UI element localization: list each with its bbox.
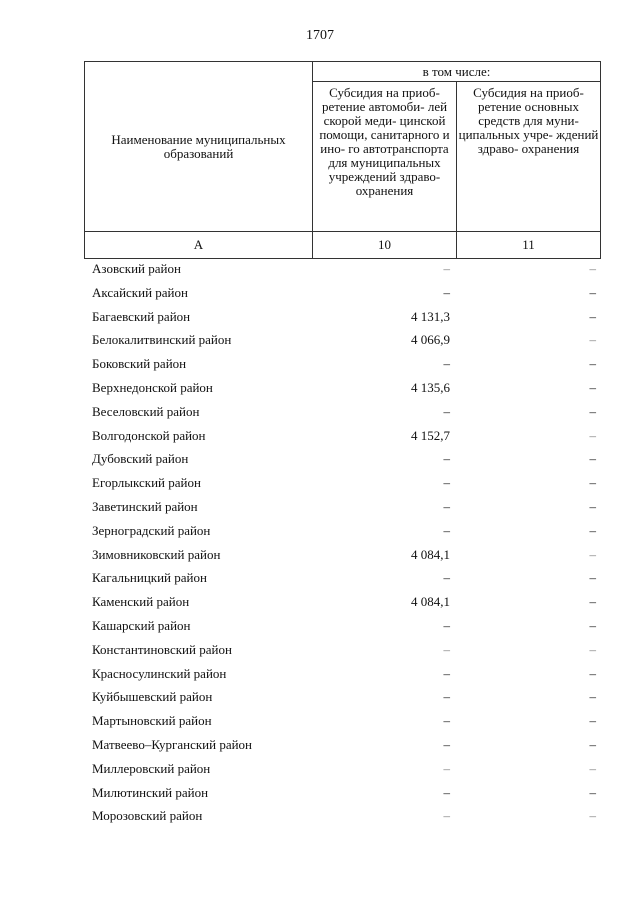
row-name: Багаевский район <box>92 308 191 324</box>
row-value-10: – <box>443 570 450 586</box>
row-value-10: – <box>443 475 450 491</box>
table-row <box>84 400 600 424</box>
table-row <box>84 566 600 590</box>
page-number: 1707 <box>306 28 334 43</box>
table-row <box>84 662 600 686</box>
header-group-label: в том числе: <box>313 62 601 82</box>
table-row <box>84 519 600 543</box>
row-name: Матвеево–Курганский район <box>92 736 253 752</box>
table-header <box>84 61 601 259</box>
table-row <box>84 376 600 400</box>
row-name: Веселовский район <box>92 403 200 419</box>
row-value-11: – <box>589 808 596 824</box>
table-row <box>84 590 600 614</box>
table-row <box>84 804 600 828</box>
row-value-11: – <box>589 379 596 395</box>
row-value-10: – <box>443 736 450 752</box>
row-name: Егорлыкский район <box>92 475 201 491</box>
row-value-11: – <box>589 641 596 657</box>
row-value-11: – <box>589 713 596 729</box>
row-value-11: – <box>589 784 596 800</box>
table-row <box>84 352 600 376</box>
row-name: Дубовский район <box>92 451 189 467</box>
row-name: Миллеровский район <box>92 760 211 776</box>
header-code-10: 10 <box>313 232 457 259</box>
row-value-10: – <box>443 522 450 538</box>
table-body <box>84 257 600 828</box>
row-value-11: – <box>589 522 596 538</box>
row-name: Кагальницкий район <box>92 570 207 586</box>
row-value-10: – <box>443 403 450 419</box>
table-row <box>84 281 600 305</box>
table-row <box>84 328 600 352</box>
header-code-a: А <box>85 232 313 259</box>
header-code-11: 11 <box>457 232 601 259</box>
row-value-11: – <box>589 332 596 348</box>
row-name: Красносулинский район <box>92 665 227 681</box>
table-row <box>84 471 600 495</box>
row-value-10: 4 066,9 <box>411 332 450 348</box>
row-value-11: – <box>589 451 596 467</box>
row-name: Заветинский район <box>92 498 198 514</box>
row-name: Милютинский район <box>92 784 209 800</box>
row-value-10: – <box>443 665 450 681</box>
table-row <box>84 685 600 709</box>
row-value-10: 4 135,6 <box>411 379 450 395</box>
row-value-11: – <box>589 689 596 705</box>
row-value-10: – <box>443 713 450 729</box>
row-value-10: 4 084,1 <box>411 546 450 562</box>
row-name: Кашарский район <box>92 617 191 633</box>
row-value-10: – <box>443 451 450 467</box>
row-value-11: – <box>589 665 596 681</box>
row-name: Куйбышевский район <box>92 689 213 705</box>
row-value-11: – <box>589 736 596 752</box>
table-row <box>84 424 600 448</box>
row-value-11: – <box>589 570 596 586</box>
row-value-10: 4 152,7 <box>411 427 450 443</box>
table-row <box>84 781 600 805</box>
row-name: Аксайский район <box>92 284 188 300</box>
table-row <box>84 614 600 638</box>
header-col-11: Субсидия на приоб- ретение основных средств для муни- ципальных учре- ждений здраво- охранения <box>457 82 601 232</box>
row-name: Белокалитвинский район <box>92 332 232 348</box>
row-value-11: – <box>589 356 596 372</box>
row-name: Зимовниковский район <box>92 546 221 562</box>
row-value-11: – <box>589 403 596 419</box>
row-value-10: 4 131,3 <box>411 308 450 324</box>
row-value-10: – <box>443 784 450 800</box>
row-value-10: – <box>443 808 450 824</box>
row-name: Зерноградский район <box>92 522 211 538</box>
table-row <box>84 257 600 281</box>
row-value-11: – <box>589 427 596 443</box>
row-value-10: 4 084,1 <box>411 594 450 610</box>
table-row <box>84 709 600 733</box>
row-value-10: – <box>443 641 450 657</box>
row-value-10: – <box>443 617 450 633</box>
row-value-10: – <box>443 689 450 705</box>
header-name-column: Наименование муниципальных образований <box>85 62 313 232</box>
row-name: Мартыновский район <box>92 713 212 729</box>
row-value-11: – <box>589 546 596 562</box>
table-row <box>84 757 600 781</box>
row-value-10: – <box>443 261 450 276</box>
row-value-10: – <box>443 356 450 372</box>
table-row <box>84 638 600 662</box>
table-row <box>84 305 600 329</box>
header-col-10: Субсидия на приоб- ретение автомоби- лей скорой меди- цинской помощи, санитарного и ино- го автотранспорта для муниципальных учреждений здраво- охранения <box>313 82 457 232</box>
table-row <box>84 495 600 519</box>
row-value-11: – <box>589 261 596 276</box>
row-value-10: – <box>443 760 450 776</box>
row-value-11: – <box>589 760 596 776</box>
row-name: Каменский район <box>92 594 190 610</box>
row-value-11: – <box>589 284 596 300</box>
row-value-11: – <box>589 475 596 491</box>
row-value-11: – <box>589 594 596 610</box>
table-row <box>84 447 600 471</box>
row-value-10: – <box>443 284 450 300</box>
row-value-11: – <box>589 498 596 514</box>
row-value-11: – <box>589 308 596 324</box>
table-row <box>84 543 600 567</box>
row-name: Морозовский район <box>92 808 203 824</box>
row-name: Верхнедонской район <box>92 379 213 395</box>
table-row <box>84 733 600 757</box>
row-name: Азовский район <box>92 261 181 276</box>
row-value-11: – <box>589 617 596 633</box>
row-value-10: – <box>443 498 450 514</box>
row-name: Боковский район <box>92 356 187 372</box>
row-name: Константиновский район <box>92 641 232 657</box>
row-name: Волгодонской район <box>92 427 206 443</box>
